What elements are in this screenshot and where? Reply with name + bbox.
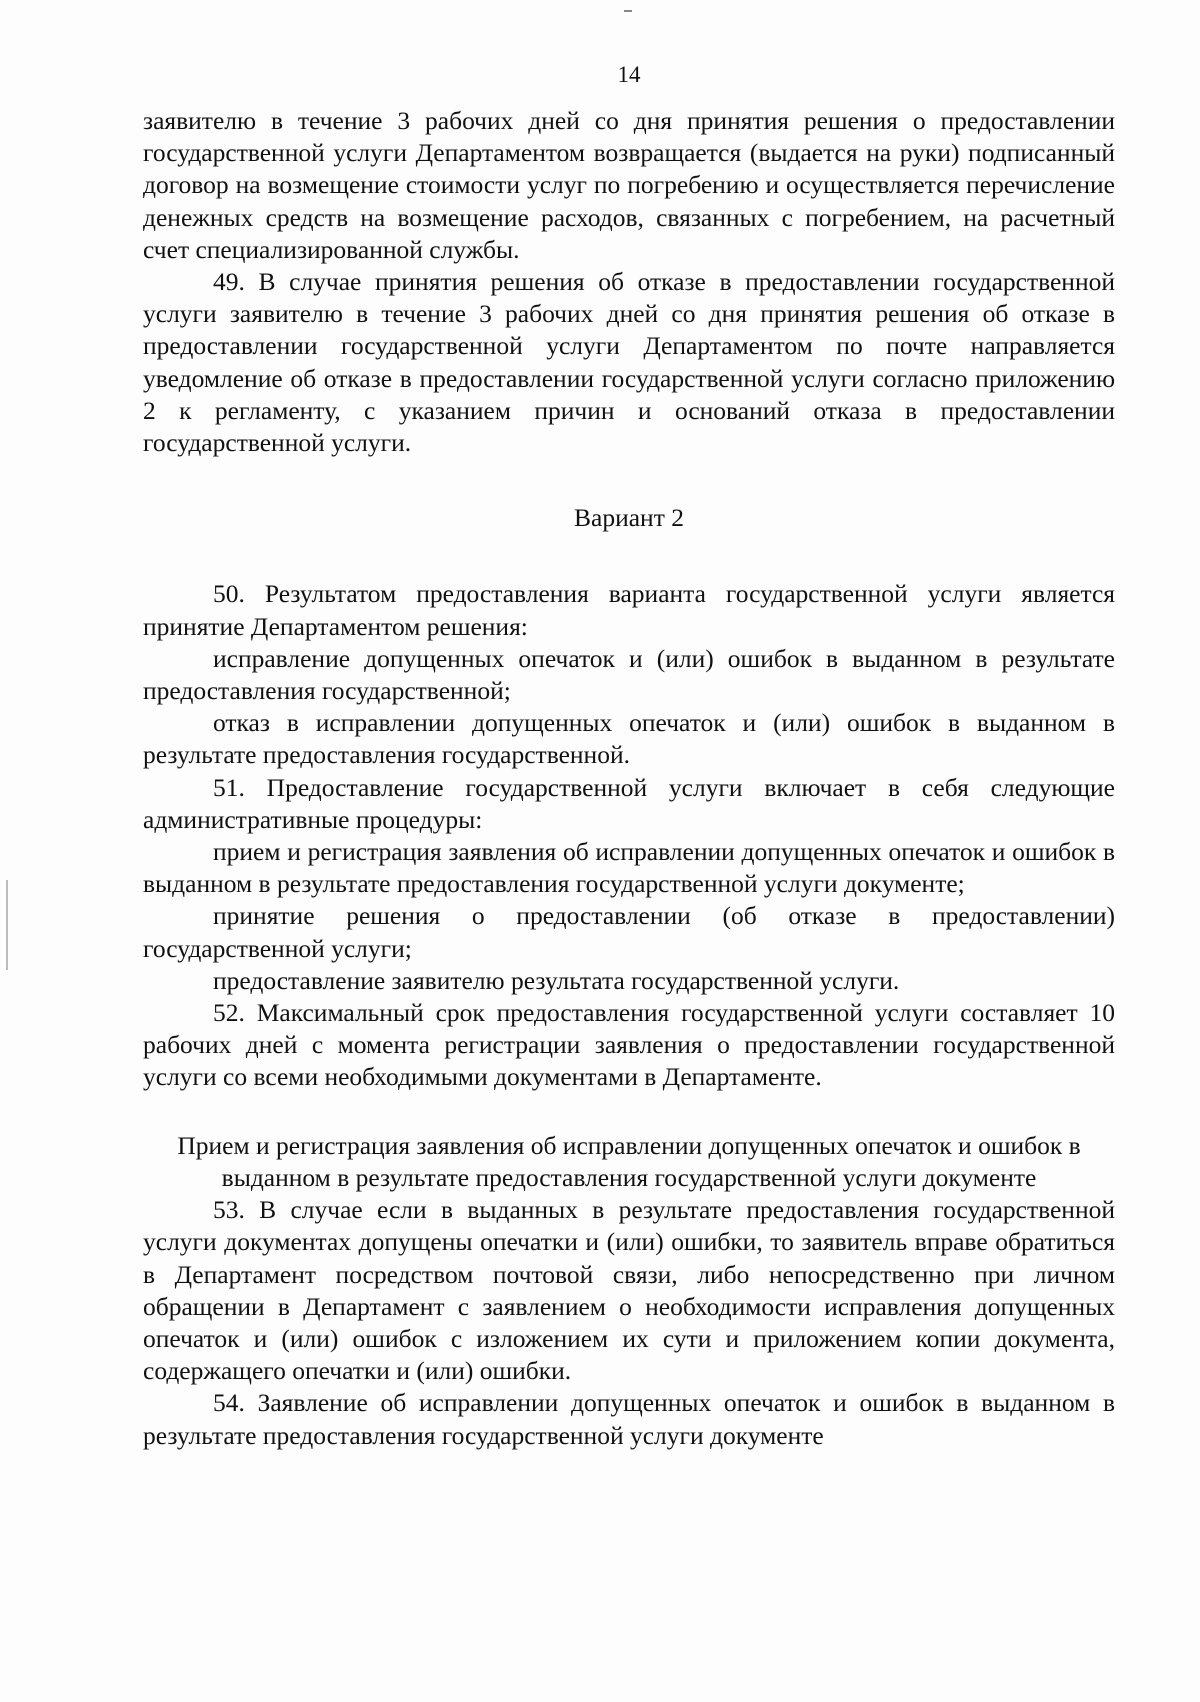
page-number: 14 [617,62,641,87]
paragraph: предоставление заявителю результата государственной услуги. [213,965,900,995]
variant-heading: Вариант 2 [574,503,684,533]
paragraph: 49. В случае принятия решения об отказе в предоставлении государственной услуги заявителю в течение 3 рабочих дней со дня принятия решения об отказе в предоставлении государственной услуги Департаментом по почте направляется уведомление об отказе в предоставлении государственной услуги согласно приложению 2 к регламенту, с указанием причин и оснований отказа в предоставлении государственной услуги. [143,267,1115,458]
paragraph: 53. В случае если в выданных в результате предоставления государственной услуги документах допущены опечатки и (или) ошибки, то заявитель вправе обратиться в Департамент посредством почтовой связи, либо непосредственно при личном обращении в Департамент с заявлением о необходимости исправления допущенных опечаток и (или) ошибок с изложением их сути и приложением копии документа, содержащего опечатки и (или) ошибки. [143,1195,1115,1386]
paragraph: 51. Предоставление государственной услуги включает в себя следующие административные процедуры: [143,772,1115,834]
scan-mark [6,880,8,970]
scan-mark [624,10,632,12]
section-heading: Прием и регистрация заявления об исправлении допущенных опечаток и ошибок в выданном в результате предоставления государственной услуги документе [177,1130,1081,1192]
paragraph: 54. Заявление об исправлении допущенных опечаток и ошибок в выданном в результате предоставления государственной услуги документе [143,1388,1115,1450]
paragraph: 52. Максимальный срок предоставления государственной услуги составляет 10 рабочих дней с момента регистрации заявления о предоставлении государственной услуги со всеми необходимыми документами в Департаменте. [143,998,1115,1092]
paragraph: прием и регистрация заявления об исправлении допущенных опечаток и ошибок в выданном в результате предоставления государственной услуги документе; [143,837,1115,899]
paragraph: принятие решения о предоставлении (об отказе в предоставлении) государственной услуги; [143,901,1115,963]
paragraph: исправление допущенных опечаток и (или) ошибок в выданном в результате предоставления государственной; [143,643,1115,706]
document-body [143,105,1115,1452]
paragraphs-before [143,105,1115,459]
paragraphs-after [143,1194,1115,1452]
paragraph: заявителю в течение 3 рабочих дней со дня принятия решения о предоставлении государственной услуги Департаментом возвращается (выдается на руки) подписанный договор на возмещение стоимости услуг по погребению и осуществляется перечисление денежных средств на возмещение расходов, связанных с погребением, на расчетный счет специализированной службы. [143,106,1115,264]
paragraph: отказ в исправлении допущенных опечаток и (или) ошибок в выданном в результате предоставления государственной. [143,708,1115,770]
paragraphs-middle [143,578,1115,1093]
paragraph: 50. Результатом предоставления варианта государственной услуги является принятие Департаментом решения: [143,579,1115,641]
